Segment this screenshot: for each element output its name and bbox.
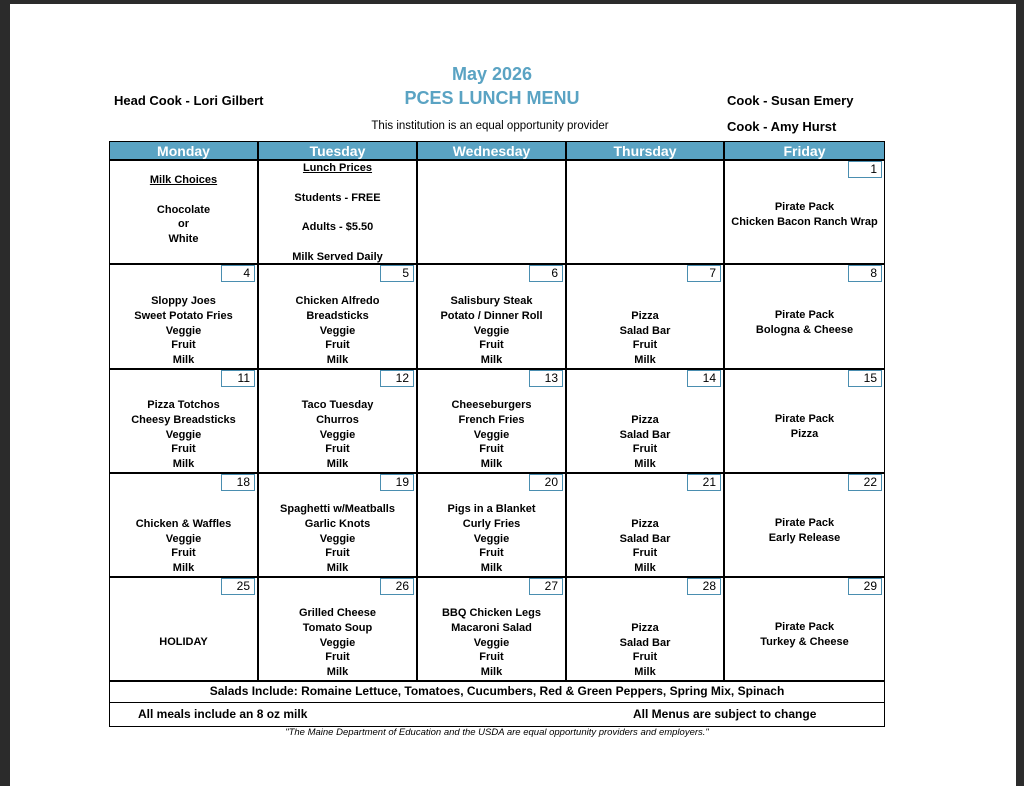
menu-item: Chicken Bacon Ranch Wrap — [731, 215, 878, 228]
menu-item: Milk — [634, 666, 656, 679]
menu-item: Pirate Pack — [774, 201, 835, 214]
menu-item: Salad Bar — [619, 636, 671, 649]
menu-item: Chicken Alfredo — [295, 295, 380, 307]
menu-item: Veggie — [319, 636, 356, 649]
menu-item: Fruit — [325, 547, 350, 560]
menu-item: HOLIDAY — [159, 636, 208, 648]
menu-title: PCES LUNCH MENU — [404, 88, 580, 108]
menu-item: Milk — [326, 354, 349, 367]
menu-items — [418, 606, 565, 680]
menu-item: Pirate Pack — [774, 309, 835, 321]
menu-item: Veggie — [165, 428, 202, 441]
menu-item: Breadsticks — [306, 309, 369, 322]
menu-item: Milk — [326, 666, 349, 679]
day-number: 20 — [529, 474, 563, 491]
equal-opportunity-note: This institution is an equal opportunity provider — [371, 120, 609, 132]
day-cell — [258, 160, 417, 264]
menu-item: Potato / Dinner Roll — [440, 309, 543, 322]
day-header-friday: Friday — [724, 141, 885, 160]
menu-items — [567, 413, 723, 472]
cook-1: Cook - Susan Emery — [727, 93, 854, 108]
day-number: 26 — [380, 578, 414, 595]
menu-item: Sloppy Joes — [151, 295, 216, 307]
salads-footer — [109, 681, 885, 703]
usda-note: "The Maine Department of Education and the USDA are equal opportunity providers and employers." — [285, 727, 709, 738]
menu-item — [259, 176, 416, 191]
menu-items — [259, 606, 416, 680]
menu-items — [567, 309, 723, 368]
menu-item: Taco Tuesday — [301, 399, 374, 411]
menu-item: White — [168, 233, 199, 246]
milk-footer — [109, 702, 885, 727]
menu-item: Turkey & Cheese — [760, 635, 849, 648]
menu-item: Fruit — [479, 547, 504, 560]
menu-item: Veggie — [165, 324, 202, 337]
menu-item: French Fries — [458, 413, 525, 426]
day-cell — [109, 577, 258, 681]
menu-item — [259, 235, 416, 250]
menu-item: Fruit — [632, 339, 658, 352]
menu-items — [110, 517, 257, 576]
menu-item: Milk — [480, 562, 503, 575]
menu-item: Veggie — [473, 428, 510, 441]
day-cell — [724, 160, 885, 264]
day-number: 18 — [221, 474, 255, 491]
menu-calendar — [109, 141, 885, 729]
day-cell — [724, 369, 885, 473]
menu-items — [725, 412, 884, 442]
day-cell — [566, 160, 724, 264]
salads-text: Salads Include: Romaine Lettuce, Tomatoes, Cucumbers, Red & Green Peppers, Spring Mix, Spinach — [209, 684, 785, 698]
day-number: 5 — [380, 265, 414, 282]
menu-item: Spaghetti w/Meatballs — [280, 503, 395, 515]
day-number: 1 — [848, 161, 882, 178]
day-cell — [258, 369, 417, 473]
day-cell — [258, 473, 417, 577]
menu-item: Garlic Knots — [304, 517, 371, 530]
menu-item: Milk — [172, 458, 195, 471]
menu-item: Bologna & Cheese — [755, 323, 854, 336]
day-cell — [566, 473, 724, 577]
menu-items — [110, 635, 257, 650]
menu-items — [110, 398, 257, 472]
menu-items — [259, 161, 416, 264]
day-cell — [258, 577, 417, 681]
menu-items — [725, 308, 884, 338]
day-header-monday: Monday — [109, 141, 258, 160]
day-cell — [109, 160, 258, 264]
menu-items — [110, 294, 257, 368]
day-header-thursday: Thursday — [566, 141, 724, 160]
day-number: 15 — [848, 370, 882, 387]
menu-item: Milk — [172, 562, 195, 575]
menu-item: Pizza — [631, 413, 659, 426]
day-number: 14 — [687, 370, 721, 387]
day-cell — [566, 369, 724, 473]
menu-items — [418, 294, 565, 368]
menu-item: Veggie — [473, 636, 510, 649]
day-number: 13 — [529, 370, 563, 387]
menu-item: Milk Choices — [149, 174, 218, 186]
menu-item: Fruit — [632, 651, 658, 664]
day-number: 21 — [687, 474, 721, 491]
menu-item: Adults - $5.50 — [301, 221, 374, 234]
menu-item: BBQ Chicken Legs — [441, 607, 542, 619]
day-cell — [724, 577, 885, 681]
day-number: 25 — [221, 578, 255, 595]
menu-item: Fruit — [479, 339, 504, 352]
menu-item: Macaroni Salad — [451, 621, 532, 634]
menu-item: Milk — [634, 562, 656, 575]
menu-item: Early Release — [768, 531, 841, 544]
day-header-tuesday: Tuesday — [258, 141, 417, 160]
day-number: 8 — [848, 265, 882, 282]
menu-item: Veggie — [319, 324, 356, 337]
day-cell — [417, 473, 566, 577]
menu-item: Students - FREE — [294, 191, 381, 204]
menu-item: Milk — [326, 562, 349, 575]
day-cell — [417, 369, 566, 473]
milk-text: All meals include an 8 oz milk — [138, 707, 308, 721]
menu-item: Fruit — [632, 443, 658, 456]
menu-item: Milk — [634, 354, 656, 367]
day-number: 19 — [380, 474, 414, 491]
menu-item: or — [178, 218, 189, 231]
menu-items — [259, 502, 416, 576]
day-header-wednesday: Wednesday — [417, 141, 566, 160]
cook-2: Cook - Amy Hurst — [727, 119, 837, 134]
menu-item: Cheeseburgers — [451, 399, 532, 411]
menu-item: Milk — [634, 458, 656, 471]
menu-item: Chicken & Waffles — [135, 517, 232, 530]
menu-item: Milk — [326, 458, 349, 471]
menu-item: Fruit — [325, 339, 350, 352]
menu-item: Salisbury Steak — [450, 295, 533, 307]
menu-item: Cheesy Breadsticks — [131, 413, 236, 426]
day-cell — [109, 369, 258, 473]
menu-item: Pirate Pack — [774, 413, 835, 425]
day-cell — [566, 264, 724, 369]
day-number: 11 — [221, 370, 255, 387]
menu-item: Fruit — [325, 651, 350, 664]
menu-item — [110, 188, 257, 203]
menu-month: May 2026 — [451, 64, 533, 84]
day-number: 12 — [380, 370, 414, 387]
day-cell — [417, 160, 566, 264]
head-cook: Head Cook - Lori Gilbert — [114, 93, 264, 108]
day-number: 27 — [529, 578, 563, 595]
day-number: 7 — [687, 265, 721, 282]
menu-item: Fruit — [479, 443, 504, 456]
menu-item: Sweet Potato Fries — [134, 309, 233, 322]
menu-item: Milk — [480, 458, 503, 471]
menu-item: Pizza — [631, 517, 659, 530]
menu-item: Salad Bar — [619, 428, 671, 441]
day-cell — [566, 577, 724, 681]
menu-item: Milk — [480, 354, 503, 367]
menu-item: Curly Fries — [462, 517, 521, 530]
menu-item: Lunch Prices — [302, 162, 373, 174]
menu-item: Veggie — [165, 532, 202, 545]
day-cell — [724, 473, 885, 577]
day-cell — [724, 264, 885, 369]
menu-items — [567, 517, 723, 576]
day-number: 6 — [529, 265, 563, 282]
menu-item: Milk Served Daily — [292, 250, 383, 263]
menu-item: Pizza — [631, 621, 659, 634]
menu-item: Pizza Totchos — [147, 399, 220, 411]
menu-items — [418, 398, 565, 472]
menu-item: Chocolate — [156, 203, 211, 216]
menu-item: Pirate Pack — [774, 621, 835, 633]
menu-items — [259, 294, 416, 368]
menu-items — [725, 200, 884, 230]
menu-item: Milk — [480, 666, 503, 679]
menu-item: Fruit — [171, 547, 196, 560]
menu-item — [259, 205, 416, 220]
change-text: All Menus are subject to change — [633, 707, 817, 721]
menu-item: Churros — [316, 413, 359, 426]
menu-items — [110, 173, 257, 247]
day-number: 22 — [848, 474, 882, 491]
menu-item: Fruit — [479, 651, 504, 664]
menu-items — [567, 621, 723, 680]
menu-item: Pirate Pack — [774, 517, 835, 529]
document-page — [10, 4, 1016, 786]
day-cell — [417, 264, 566, 369]
day-number: 29 — [848, 578, 882, 595]
menu-item: Fruit — [632, 547, 658, 560]
menu-item: Grilled Cheese — [298, 607, 377, 619]
menu-item: Veggie — [473, 324, 510, 337]
menu-item: Veggie — [319, 428, 356, 441]
menu-item: Fruit — [171, 443, 196, 456]
menu-item: Veggie — [319, 532, 356, 545]
menu-item: Milk — [172, 354, 195, 367]
menu-item: Fruit — [171, 339, 196, 352]
day-cell — [109, 264, 258, 369]
menu-items — [259, 398, 416, 472]
menu-item: Fruit — [325, 443, 350, 456]
day-cell — [109, 473, 258, 577]
menu-items — [725, 516, 884, 546]
day-cell — [258, 264, 417, 369]
menu-items — [725, 620, 884, 650]
day-number: 4 — [221, 265, 255, 282]
menu-item: Pizza — [790, 427, 819, 440]
menu-item: Pizza — [631, 309, 659, 322]
menu-items — [418, 502, 565, 576]
menu-item: Pigs in a Blanket — [447, 503, 536, 515]
menu-item: Salad Bar — [619, 324, 671, 337]
day-number: 28 — [687, 578, 721, 595]
menu-item: Salad Bar — [619, 532, 671, 545]
day-cell — [417, 577, 566, 681]
menu-item: Tomato Soup — [302, 621, 373, 634]
menu-item: Veggie — [473, 532, 510, 545]
